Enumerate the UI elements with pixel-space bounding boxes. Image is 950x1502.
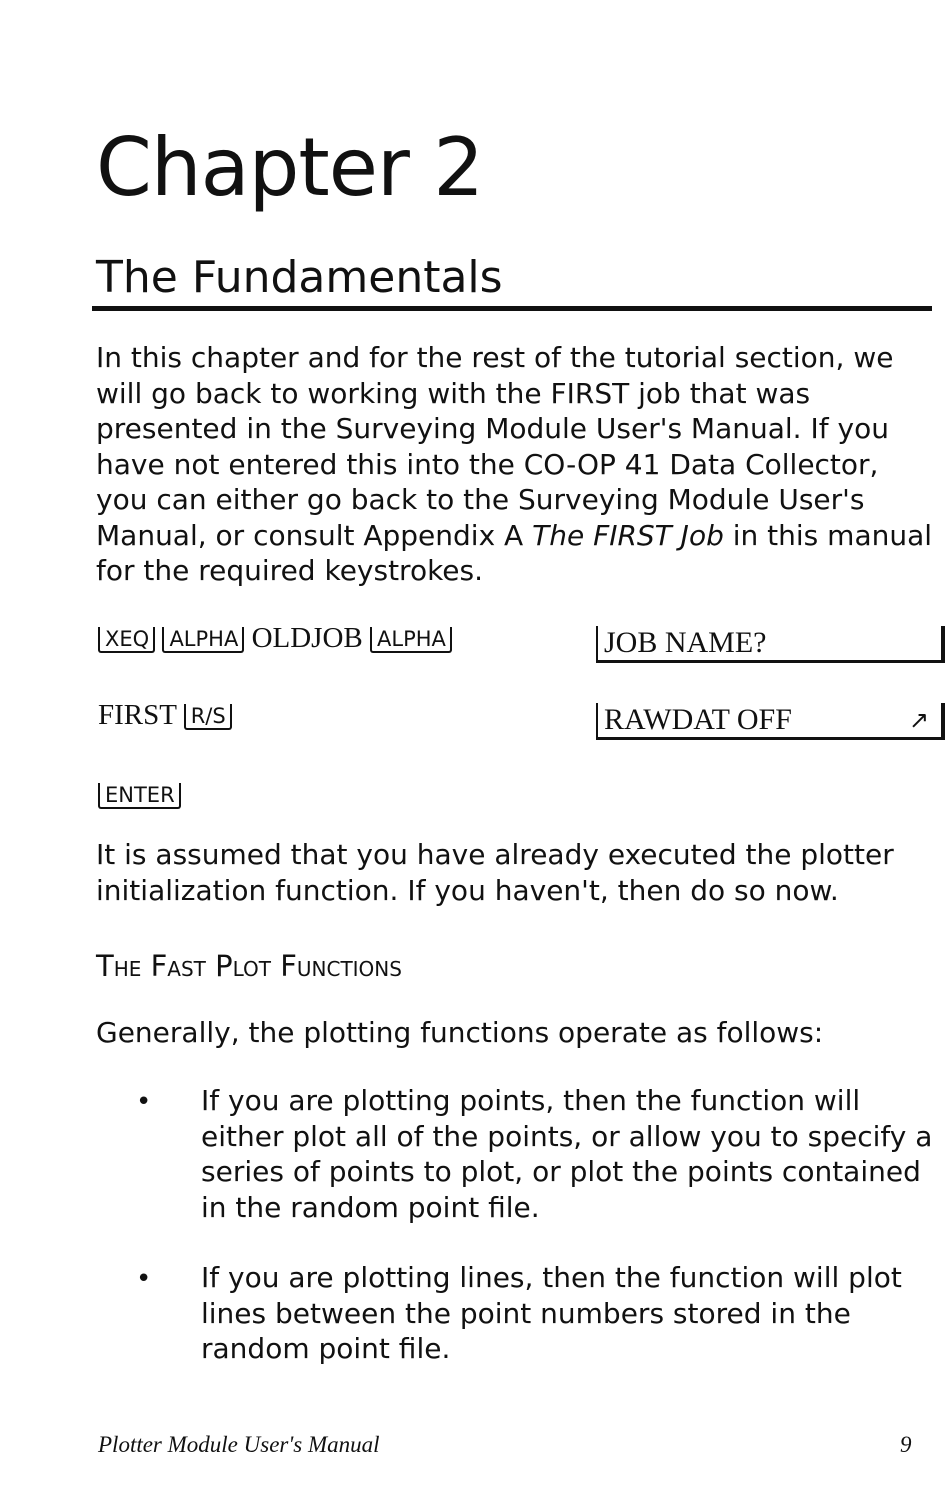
- first-job-name: FIRST: [98, 699, 177, 731]
- bullet-marker: •: [136, 1087, 152, 1117]
- section-title: The Fundamentals: [96, 252, 503, 303]
- footer-manual-title: Plotter Module User's Manual: [98, 1432, 380, 1457]
- enter-key: ENTER: [98, 783, 181, 809]
- keystroke-row-3: [98, 776, 181, 812]
- bullet-item: If you are plotting lines, then the function will plot lines between the point numbers stored in the random point file.: [201, 1261, 902, 1365]
- display-rawdat-off: [596, 703, 945, 740]
- page-number: 9: [900, 1432, 912, 1457]
- assumed-paragraph: It is assumed that you have already executed the plotter initialization function. If you haven't, then do so now.: [96, 838, 894, 907]
- intro-text-end: in this manual for the required keystrokes.: [96, 518, 933, 587]
- run-stop-key: R/S: [184, 704, 232, 730]
- oldjob-command: OLDJOB: [251, 622, 363, 654]
- display-text: RAWDAT OFF: [604, 703, 792, 736]
- alpha-key-close: ALPHA: [370, 627, 452, 653]
- display-text: JOB NAME?: [604, 626, 767, 659]
- xeq-key: XEQ: [98, 627, 155, 653]
- arrow-icon: ↗: [908, 706, 929, 734]
- intro-text-start: In this chapter and for the rest of the tutorial section, we will go back to working with the FIRST job that was presented in the Surveying Module User's Manual. If you have not entered this into the CO-OP 41 Data Collector, you can either go back to the Surveying Module User's Manual, or consult Appendix A: [96, 341, 894, 552]
- keystroke-row-2: [98, 697, 232, 733]
- chapter-title: Chapter 2: [96, 121, 484, 214]
- title-rule: [92, 306, 932, 311]
- general-paragraph: Generally, the plotting functions operate as follows:: [96, 1016, 824, 1049]
- section-heading: The Fast Plot Functions: [96, 949, 402, 983]
- display-job-name: [596, 626, 945, 663]
- intro-paragraph: [96, 340, 936, 589]
- bullet-item: If you are plotting points, then the function will either plot all of the points, or allow you to specify a series of points to plot, or plot the points contained in the random point file.: [201, 1084, 933, 1224]
- keystroke-row-1: [98, 620, 452, 656]
- appendix-reference: The FIRST Job: [532, 518, 724, 552]
- bullet-marker: •: [136, 1264, 152, 1294]
- alpha-key: ALPHA: [162, 627, 244, 653]
